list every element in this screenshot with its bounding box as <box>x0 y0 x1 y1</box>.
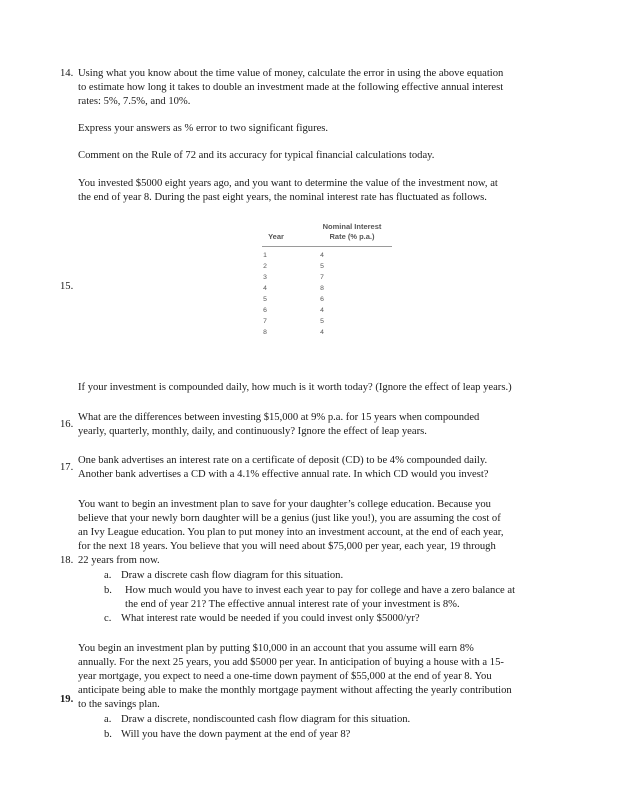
table-cell-year: 3 <box>263 274 267 281</box>
question-number: 16. <box>60 419 74 430</box>
question-number: 17. <box>60 462 74 473</box>
table-cell-rate: 5 <box>320 263 324 270</box>
question-text: the end of year 8. During the past eight years, the nominal interest rate has fluctuated as follows. <box>78 192 487 203</box>
question-text: annually. For the next 25 years, you add $5000 per year. In anticipation of buying a house with a 15- <box>78 657 504 668</box>
table-cell-rate: 4 <box>320 252 324 259</box>
table-cell-rate: 5 <box>320 318 324 325</box>
table-header-rate: Nominal Interest <box>322 222 382 231</box>
question-text: believe that your newly born daughter will be a genius (just like you!), you are assuming the cost of <box>78 513 501 524</box>
question-text: to estimate how long it takes to double an investment made at the following effective annual interest <box>78 82 504 93</box>
table-cell-year: 7 <box>263 318 267 325</box>
sub-item-label: b. <box>104 585 112 596</box>
question-text: What are the differences between investing $15,000 at 9% p.a. for 15 years when compounded <box>78 412 480 423</box>
sub-item-text: What interest rate would be needed if you could invest only $5000/yr? <box>121 613 420 624</box>
question-number: 15. <box>60 281 74 292</box>
sub-item-text: Draw a discrete cash flow diagram for this situation. <box>121 570 344 581</box>
sub-item-label: a. <box>104 714 112 725</box>
question-text: One bank advertises an interest rate on a certificate of deposit (CD) to be 4% compounded daily. <box>78 455 488 466</box>
table-header-year: Year <box>268 232 284 241</box>
sub-item-text: How much would you have to invest each year to pay for college and have a zero balance at <box>125 585 516 596</box>
table-cell-year: 1 <box>263 252 267 259</box>
table-cell-year: 4 <box>263 285 267 292</box>
table-cell-rate: 8 <box>320 285 324 292</box>
question-text: rates: 5%, 7.5%, and 10%. <box>78 96 191 107</box>
sub-item-text: Draw a discrete, nondiscounted cash flow diagram for this situation. <box>121 714 411 725</box>
question-text: You want to begin an investment plan to save for your daughter’s college education. Because you <box>78 499 491 510</box>
question-text: an Ivy League education. You plan to put money into an investment account, at the end of each year, <box>78 527 504 538</box>
table-cell-rate: 4 <box>320 329 324 336</box>
table-cell-year: 6 <box>263 307 267 314</box>
table-cell-year: 2 <box>263 263 267 270</box>
table-header-rate: Rate (% p.a.) <box>329 232 375 241</box>
sub-item-label: a. <box>104 570 112 581</box>
instruction-text: Express your answers as % error to two significant figures. <box>78 123 329 134</box>
question-text: anticipate being able to make the monthly mortgage payment without affecting the yearly contribution <box>78 685 512 696</box>
question-text: You invested $5000 eight years ago, and you want to determine the value of the investment now, at <box>78 178 498 189</box>
table-cell-year: 5 <box>263 296 267 303</box>
question-text: year mortgage, you expect to need a one-time down payment of $55,000 at the end of year 8. You <box>78 671 492 682</box>
table-cell-rate: 7 <box>320 274 324 281</box>
instruction-text: Comment on the Rule of 72 and its accuracy for typical financial calculations today. <box>78 150 435 161</box>
question-text: Another bank advertises a CD with a 4.1% effective annual rate. In which CD would you invest? <box>78 469 489 480</box>
table-rule <box>262 246 392 247</box>
question-text: You begin an investment plan by putting $10,000 in an account that you assume will earn 8% <box>78 643 474 654</box>
sub-item-text: Will you have the down payment at the end of year 8? <box>121 729 351 740</box>
table-cell-rate: 4 <box>320 307 324 314</box>
question-text: for the next 18 years. You believe that you will need about $75,000 per year, each year, 19 through <box>78 541 496 552</box>
table-cell-year: 8 <box>263 329 267 336</box>
question-number: 19. <box>60 694 74 705</box>
sub-item-label: b. <box>104 729 112 740</box>
question-text: Using what you know about the time value of money, calculate the error in using the above equation <box>78 68 504 79</box>
sub-item-label: c. <box>104 613 112 624</box>
sub-item-text: the end of year 21? The effective annual interest rate of your investment is 8%. <box>125 599 460 610</box>
question-text: If your investment is compounded daily, how much is it worth today? (Ignore the effect of leap years.) <box>78 382 512 393</box>
question-text: yearly, quarterly, monthly, daily, and continuously? Ignore the effect of leap years. <box>78 426 427 437</box>
question-text: 22 years from now. <box>78 555 160 566</box>
table-cell-rate: 6 <box>320 296 324 303</box>
question-text: to the savings plan. <box>78 699 160 710</box>
question-number: 18. <box>60 555 74 566</box>
question-number: 14. <box>60 68 74 79</box>
